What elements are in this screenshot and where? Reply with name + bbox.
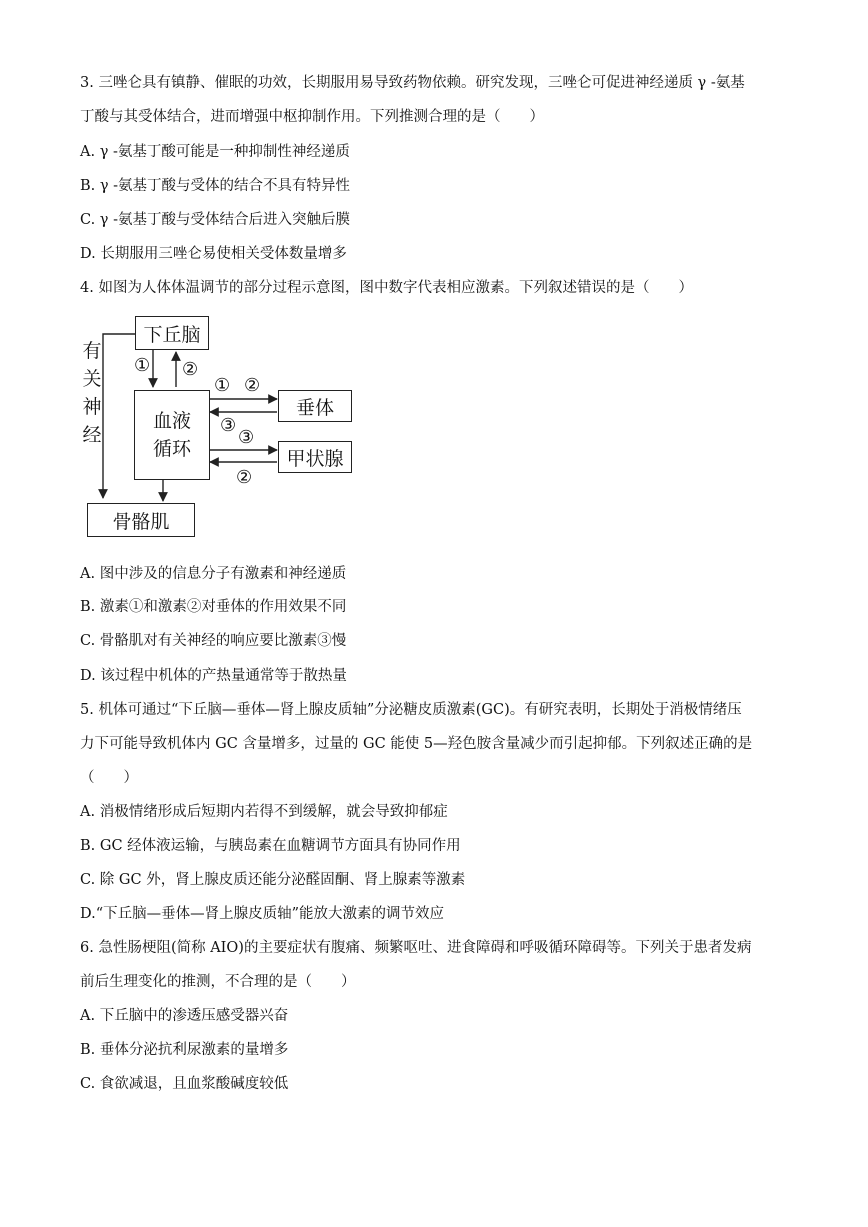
label-from-thyroid: ② xyxy=(236,467,253,488)
q3-option-c: C. γ -氨基丁酸与受体结合后进入突触后膜 xyxy=(80,212,350,228)
nerve-label-4: 经 xyxy=(82,424,102,446)
nerve-label-3: 神 xyxy=(82,396,102,418)
q6-option-c: C. 食欲减退，且血浆酸碱度较低 xyxy=(80,1076,289,1092)
q6-option-b: B. 垂体分泌抗利尿激素的量增多 xyxy=(80,1042,289,1058)
q3-stem-line1: 3. 三唑仑具有镇静、催眠的功效，长期服用易导致药物依赖。研究发现，三唑仑可促进神经递质 γ -氨基 xyxy=(80,75,745,91)
q5-stem-line1: 5. 机体可通过“下丘脑—垂体—肾上腺皮质轴”分泌糖皮质激素(GC)。有研究表明，长期处于消极情绪压 xyxy=(80,702,742,718)
label-to-thyroid: ③ xyxy=(238,427,255,448)
q3-option-b: B. γ -氨基丁酸与受体的结合不具有特异性 xyxy=(80,178,351,194)
nerve-label-2: 关 xyxy=(82,368,102,390)
label-hormone-down: ① xyxy=(134,355,151,376)
q5-stem-line3: （ ） xyxy=(80,770,138,786)
q4-option-b: B. 激素①和激素②对垂体的作用效果不同 xyxy=(80,599,347,615)
blood-label-2: 循环 xyxy=(152,438,191,460)
skeletal-muscle-box: 骨骼肌 xyxy=(87,503,195,537)
q4-stem: 4. 如图为人体体温调节的部分过程示意图，图中数字代表相应激素。下列叙述错误的是（ ） xyxy=(80,280,693,296)
q4-option-c: C. 骨骼肌对有关神经的响应要比激素③慢 xyxy=(80,633,347,649)
q5-option-b: B. GC 经体液运输，与胰岛素在血糖调节方面具有协同作用 xyxy=(80,838,461,854)
label-to-pituitary-2: ② xyxy=(244,375,261,396)
q4-option-d: D. 该过程中机体的产热量通常等于散热量 xyxy=(80,668,347,684)
q6-option-a: A. 下丘脑中的渗透压感受器兴奋 xyxy=(80,1008,289,1024)
thermoregulation-diagram xyxy=(78,312,378,548)
q3-option-a: A. γ -氨基丁酸可能是一种抑制性神经递质 xyxy=(80,144,350,160)
q5-stem-line2: 力下可能导致机体内 GC 含量增多，过量的 GC 能使 5—羟色胺含量减少而引起抑郁。下列叙述正确的是 xyxy=(80,736,753,752)
q6-stem-line2: 前后生理变化的推测，不合理的是（ ） xyxy=(80,974,356,990)
blood-circulation-box xyxy=(134,390,210,480)
label-hormone-up: ② xyxy=(182,359,199,380)
q3-option-d: D. 长期服用三唑仑易使相关受体数量增多 xyxy=(80,246,347,262)
label-to-pituitary-1: ① xyxy=(214,375,231,396)
q5-option-d: D.“下丘脑—垂体—肾上腺皮质轴”能放大激素的调节效应 xyxy=(80,906,445,922)
q6-stem-line1: 6. 急性肠梗阻(简称 AIO)的主要症状有腹痛、频繁呕吐、进食障碍和呼吸循环障碍等。下列关于患者发病 xyxy=(80,940,752,956)
label-from-pituitary: ③ xyxy=(220,415,237,436)
blood-label-1: 血液 xyxy=(152,410,191,432)
nerve-label-1: 有 xyxy=(82,340,102,362)
q3-stem-line2: 丁酸与其受体结合，进而增强中枢抑制作用。下列推测合理的是（ ） xyxy=(80,109,544,125)
nerve-arrow xyxy=(103,334,135,498)
q4-option-a: A. 图中涉及的信息分子有激素和神经递质 xyxy=(80,566,347,582)
hypothalamus-box: 下丘脑 xyxy=(135,316,209,350)
thyroid-box: 甲状腺 xyxy=(278,441,352,473)
q5-option-c: C. 除 GC 外，肾上腺皮质还能分泌醛固酮、肾上腺素等激素 xyxy=(80,872,466,888)
q5-option-a: A. 消极情绪形成后短期内若得不到缓解，就会导致抑郁症 xyxy=(80,804,448,820)
pituitary-box: 垂体 xyxy=(278,390,352,422)
